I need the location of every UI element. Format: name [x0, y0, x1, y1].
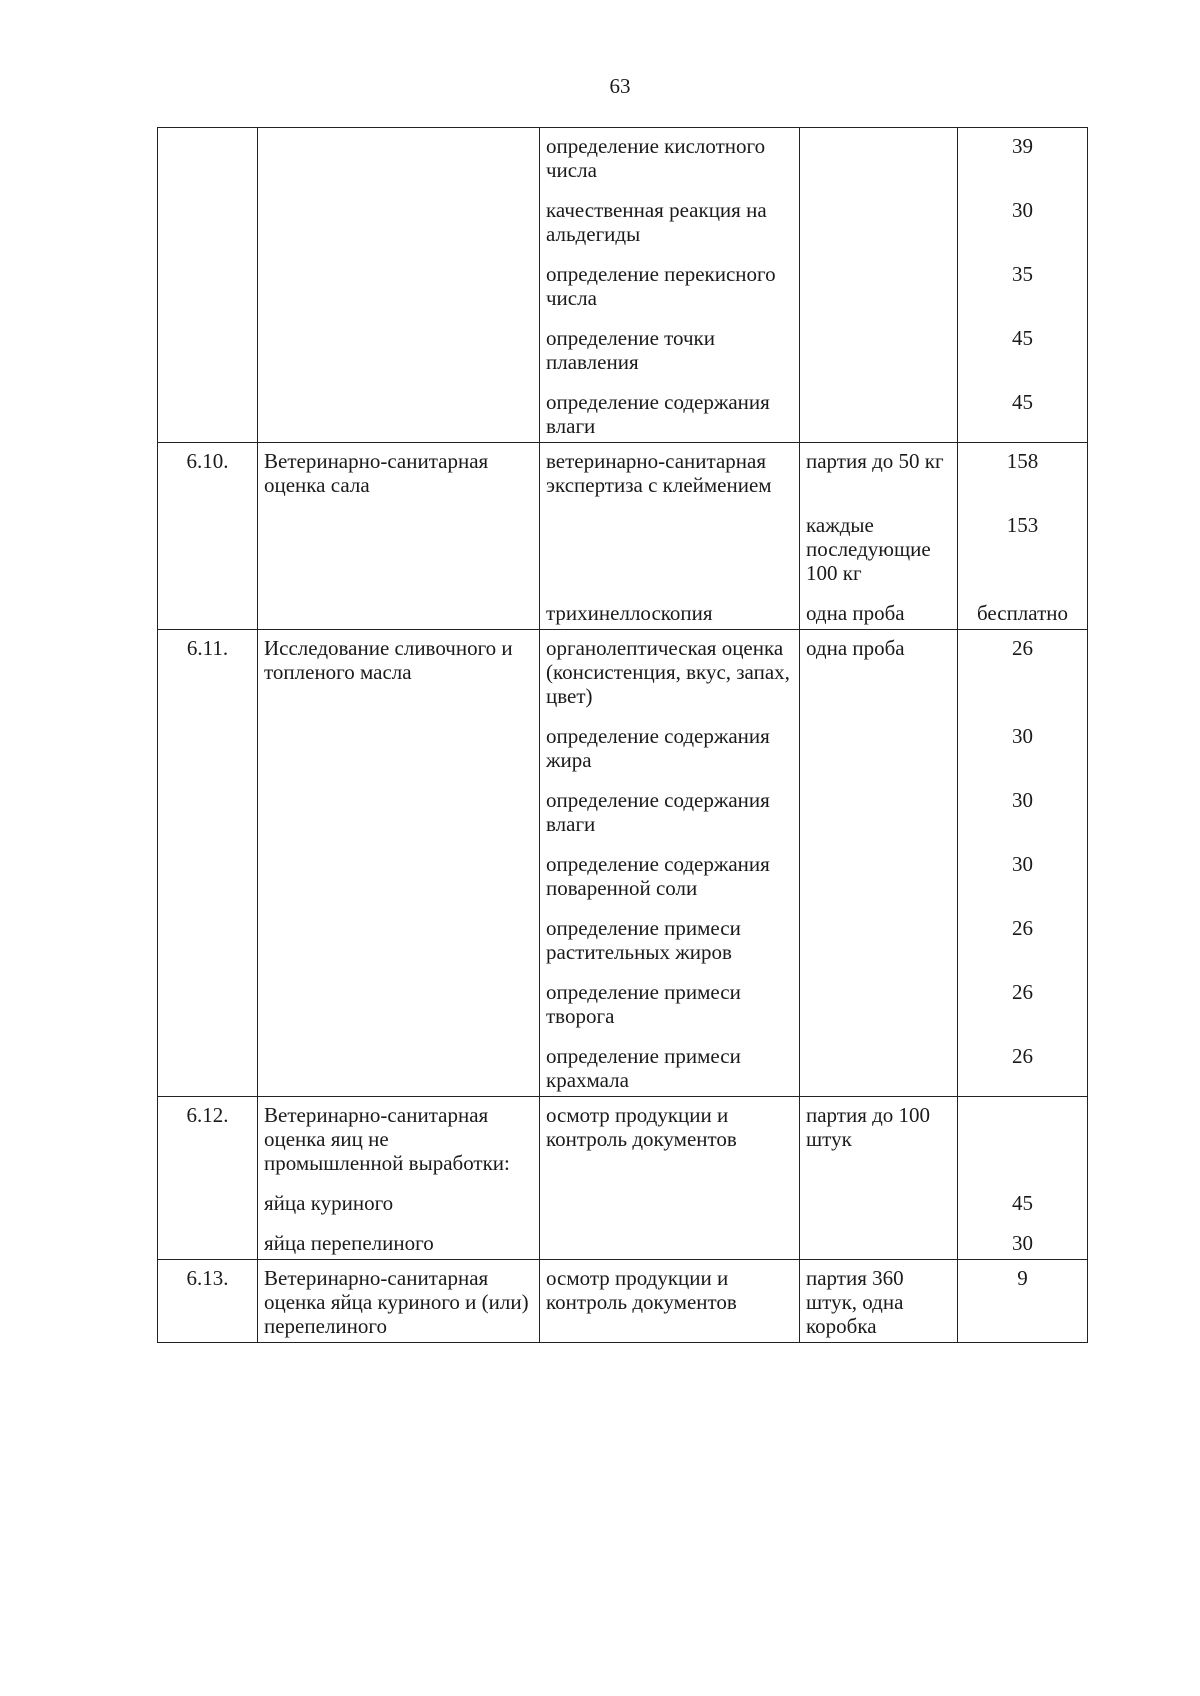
service-name — [258, 378, 540, 443]
method: качественная реакция на альдегиды — [540, 186, 800, 250]
table-row — [158, 378, 1088, 443]
price: 158 — [958, 443, 1088, 502]
table-row — [158, 1219, 1088, 1260]
table-row — [158, 1097, 1088, 1180]
method: определение содержания жира — [540, 712, 800, 776]
price: 45 — [958, 314, 1088, 378]
method: определение перекисного числа — [540, 250, 800, 314]
unit: каждые последующие 100 кг — [800, 501, 958, 589]
table-row — [158, 1260, 1088, 1343]
price: 9 — [958, 1260, 1088, 1343]
method: определение содержания влаги — [540, 378, 800, 443]
table-row — [158, 712, 1088, 776]
table-row — [158, 776, 1088, 840]
price: 45 — [958, 378, 1088, 443]
table-row — [158, 904, 1088, 968]
unit: партия до 100 штук — [800, 1097, 958, 1180]
method: осмотр продукции и контроль документов — [540, 1260, 800, 1343]
table-row — [158, 840, 1088, 904]
price: 30 — [958, 186, 1088, 250]
service-name: Ветеринарно-санитарная оценка яйца куриного и (или) перепелиного — [258, 1260, 540, 1343]
table-row — [158, 186, 1088, 250]
table-row — [158, 630, 1088, 713]
method: определение примеси крахмала — [540, 1032, 800, 1097]
row-number — [158, 1032, 258, 1097]
price: 30 — [958, 1219, 1088, 1260]
unit — [800, 712, 958, 776]
row-number: 6.12. — [158, 1097, 258, 1180]
price: 26 — [958, 1032, 1088, 1097]
service-name: Исследование сливочного и топленого масла — [258, 630, 540, 713]
method: определение примеси растительных жиров — [540, 904, 800, 968]
row-number — [158, 589, 258, 630]
row-number — [158, 314, 258, 378]
unit — [800, 186, 958, 250]
service-name: яйца перепелиного — [258, 1219, 540, 1260]
table-row — [158, 1032, 1088, 1097]
unit — [800, 968, 958, 1032]
method — [540, 1219, 800, 1260]
row-number — [158, 712, 258, 776]
service-name — [258, 904, 540, 968]
method: осмотр продукции и контроль документов — [540, 1097, 800, 1180]
table-row — [158, 128, 1088, 187]
service-name — [258, 1032, 540, 1097]
method: определение содержания поваренной соли — [540, 840, 800, 904]
table-row — [158, 589, 1088, 630]
price: 153 — [958, 501, 1088, 589]
row-number — [158, 186, 258, 250]
method: органолептическая оценка (консистенция, вкус, запах, цвет) — [540, 630, 800, 713]
unit: одна проба — [800, 630, 958, 713]
service-name — [258, 186, 540, 250]
service-name — [258, 968, 540, 1032]
unit: одна проба — [800, 589, 958, 630]
unit — [800, 378, 958, 443]
service-name: Ветеринарно-санитарная оценка сала — [258, 443, 540, 502]
service-name: Ветеринарно-санитарная оценка яиц не промышленной выработки: — [258, 1097, 540, 1180]
row-number — [158, 840, 258, 904]
price: 45 — [958, 1179, 1088, 1219]
table-row — [158, 443, 1088, 502]
price: 30 — [958, 776, 1088, 840]
unit — [800, 904, 958, 968]
method: ветеринарно-санитарная экспертиза с клеймением — [540, 443, 800, 502]
row-number — [158, 378, 258, 443]
row-number: 6.11. — [158, 630, 258, 713]
unit — [800, 1219, 958, 1260]
price — [958, 1097, 1088, 1180]
table-row — [158, 501, 1088, 589]
service-name — [258, 840, 540, 904]
method: определение примеси творога — [540, 968, 800, 1032]
unit — [800, 314, 958, 378]
unit — [800, 1032, 958, 1097]
row-number: 6.10. — [158, 443, 258, 502]
row-number — [158, 1219, 258, 1260]
table-row — [158, 250, 1088, 314]
price: бесплатно — [958, 589, 1088, 630]
unit — [800, 776, 958, 840]
unit — [800, 840, 958, 904]
table-row — [158, 1179, 1088, 1219]
method: трихинеллоскопия — [540, 589, 800, 630]
price: 30 — [958, 712, 1088, 776]
price: 35 — [958, 250, 1088, 314]
row-number — [158, 968, 258, 1032]
unit: партия до 50 кг — [800, 443, 958, 502]
service-name — [258, 712, 540, 776]
row-number: 6.13. — [158, 1260, 258, 1343]
service-name: яйца куриного — [258, 1179, 540, 1219]
method: определение содержания влаги — [540, 776, 800, 840]
table-row — [158, 968, 1088, 1032]
row-number — [158, 776, 258, 840]
row-number — [158, 250, 258, 314]
method — [540, 1179, 800, 1219]
price: 26 — [958, 630, 1088, 713]
service-name — [258, 128, 540, 187]
price: 30 — [958, 840, 1088, 904]
method — [540, 501, 800, 589]
service-name — [258, 589, 540, 630]
table-row — [158, 314, 1088, 378]
fee-table — [157, 127, 1088, 1343]
row-number — [158, 501, 258, 589]
row-number — [158, 904, 258, 968]
method: определение точки плавления — [540, 314, 800, 378]
service-name — [258, 501, 540, 589]
unit — [800, 128, 958, 187]
unit — [800, 250, 958, 314]
method: определение кислотного числа — [540, 128, 800, 187]
price: 26 — [958, 904, 1088, 968]
price: 26 — [958, 968, 1088, 1032]
row-number — [158, 128, 258, 187]
service-name — [258, 250, 540, 314]
page-number: 63 — [609, 74, 631, 98]
price: 39 — [958, 128, 1088, 187]
service-name — [258, 776, 540, 840]
service-name — [258, 314, 540, 378]
row-number — [158, 1179, 258, 1219]
unit — [800, 1179, 958, 1219]
unit: партия 360 штук, одна коробка — [800, 1260, 958, 1343]
